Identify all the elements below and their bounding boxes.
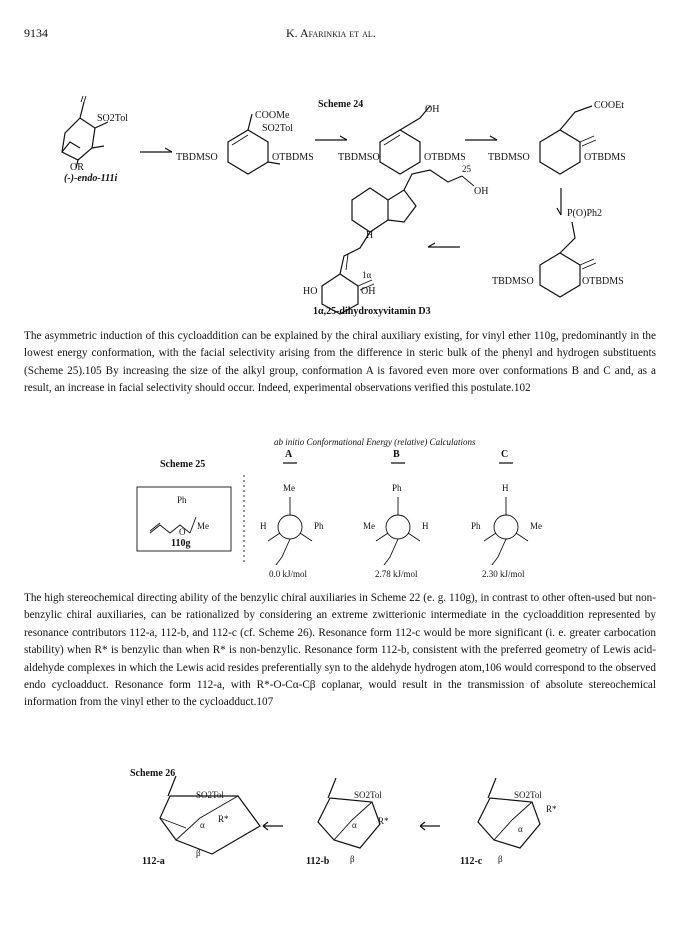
or-label: OR (70, 162, 84, 173)
scheme-24-title: Scheme 24 (318, 99, 364, 110)
conformer-b-left: Me (363, 521, 375, 531)
conformer-c-label: C (501, 449, 509, 460)
endo-111i-structure (62, 96, 108, 168)
so2tol-112b: SO2Tol (354, 790, 382, 800)
conformer-a-energy: 0.0 kJ/mol (269, 569, 308, 579)
conformer-a-right: Ph (314, 521, 324, 531)
so2tol-label-1: SO2Tol (97, 113, 128, 124)
scheme-26-structures (0, 768, 680, 898)
r-112a: R* (218, 814, 229, 824)
ho-label: HO (303, 286, 318, 297)
form-112a (160, 776, 260, 854)
conformer-a-left: H (260, 521, 267, 531)
product-name: 1α,25-dihydroxyvitamin D3 (313, 306, 431, 317)
compound-o-label: O (179, 527, 186, 537)
r-112b: R* (378, 816, 389, 826)
conformer-b-energy: 2.78 kJ/mol (375, 569, 418, 579)
tbdmso-label-4: TBDMSO (488, 152, 530, 163)
scheme-26 (0, 768, 680, 898)
c25-oh-label: OH (474, 186, 489, 197)
otbdms-label-5: OTBDMS (582, 276, 624, 287)
calc-title: ab initio Conformational Energy (relative) Calculations (274, 437, 476, 447)
scheme-25-structures (0, 435, 680, 585)
scheme-24 (0, 90, 680, 320)
conformer-c-left: Ph (471, 521, 481, 531)
newman-A (268, 497, 312, 565)
scheme-26-title: Scheme 26 (130, 768, 176, 779)
form-112b (318, 778, 380, 848)
alpha-112b: α (352, 820, 357, 830)
running-title: K. Afarinkia et al. (286, 26, 376, 40)
conformer-b-top: Ph (392, 483, 402, 493)
tbdmso-label-5: TBDMSO (492, 276, 534, 287)
alpha-112a: α (200, 820, 205, 830)
beta-112b: β (350, 854, 355, 864)
paragraph-2: The high stereochemical directing ability of the benzylic chiral auxiliaries in Scheme 22 (e. g. 110g), in contrast to other often-used but non-benzylic chiral auxiliaries, can be rationalized by considering an extreme zwitterionic intermediate in the cycloaddition represented by resonance contributors 112-a, 112-b, and 112-c (cf. Scheme 26). Resonance form 112-c would be more significant (i. e. greater carbocation stability) when R* is benzylic than when R* is non-benzylic. Resonance form 112-b, consistent with the preferred geometry of Lewis acid-aldehyde complexes in which the Lewis acid resides preferentially syn to the aldehyde hydrogen atom,106 would correspond to the observed endo cycloadduct. Resonance form 112-a, with R*-O-Cα-Cβ coplanar, would result in the transmission of absolute stereochemical information from the vinyl ether to the cycloadduct.107 (24, 592, 656, 709)
pophe2-label: P(O)Ph2 (567, 208, 603, 219)
newman-C (484, 497, 528, 565)
beta-112a: β (196, 848, 201, 858)
label-112a: 112-a (142, 856, 165, 867)
so2tol-label-2: SO2Tol (262, 123, 293, 134)
conformer-c-right: Me (530, 521, 542, 531)
cooet-label: COOEt (594, 100, 624, 111)
compound-110g-label: 110g (171, 538, 191, 549)
so2tol-112a: SO2Tol (196, 790, 224, 800)
otbdms-label-2: OTBDMS (272, 152, 314, 163)
scheme-25-title: Scheme 25 (160, 459, 206, 470)
form-112c (478, 778, 540, 848)
compound-ph-label: Ph (177, 495, 187, 505)
compound-label-111i: (-)-endo-111i (64, 173, 118, 184)
conformer-c-top: H (502, 483, 509, 493)
vitamin-d3-structure (322, 170, 474, 314)
conformer-a-label: A (285, 449, 293, 460)
tbdmso-label-3: TBDMSO (338, 152, 380, 163)
page-number: 9134 (24, 26, 48, 40)
otbdms-label-4: OTBDMS (584, 152, 626, 163)
compound-4-ring (540, 106, 596, 174)
conformer-b-right: H (422, 521, 429, 531)
1alpha-label: 1α (362, 270, 372, 280)
conformer-c-energy: 2.30 kJ/mol (482, 569, 525, 579)
oh-label-3: OH (425, 104, 440, 115)
compound-3-ring (380, 106, 430, 174)
alpha-112c: α (518, 824, 523, 834)
oh-label-vitd: OH (361, 286, 376, 297)
compound-me-label: Me (197, 521, 209, 531)
newman-B (376, 497, 420, 565)
conformer-b-label: B (393, 449, 400, 460)
label-112b: 112-b (306, 856, 330, 867)
c25-label: 25 (462, 164, 471, 174)
so2tol-112c: SO2Tol (514, 790, 542, 800)
h-label: H (366, 230, 374, 241)
tbdmso-label-2: TBDMSO (176, 152, 218, 163)
scheme-24-structures (0, 90, 680, 320)
coome-label: COOMe (255, 110, 290, 121)
paragraph-1: The asymmetric induction of this cycloaddition can be explained by the chiral auxiliary existing, for vinyl ether 110g, predominantly in the lowest energy conformation, with the facial selectivity arising from the difference in steric bulk of the phenyl and hydrogen substituents (Scheme 25).105 By increasing the size of the alkyl group, conformation A is favored even more over conformations B and C and, as a result, an increase in facial selectivity should occur. Indeed, experimental observations verified this postulate.102 (24, 330, 656, 395)
conformer-a-top: Me (283, 483, 295, 493)
scheme-25 (0, 435, 680, 585)
r-112c: R* (546, 804, 557, 814)
otbdms-label-3: OTBDMS (424, 152, 466, 163)
label-112c: 112-c (460, 856, 483, 867)
beta-112c: β (498, 854, 503, 864)
